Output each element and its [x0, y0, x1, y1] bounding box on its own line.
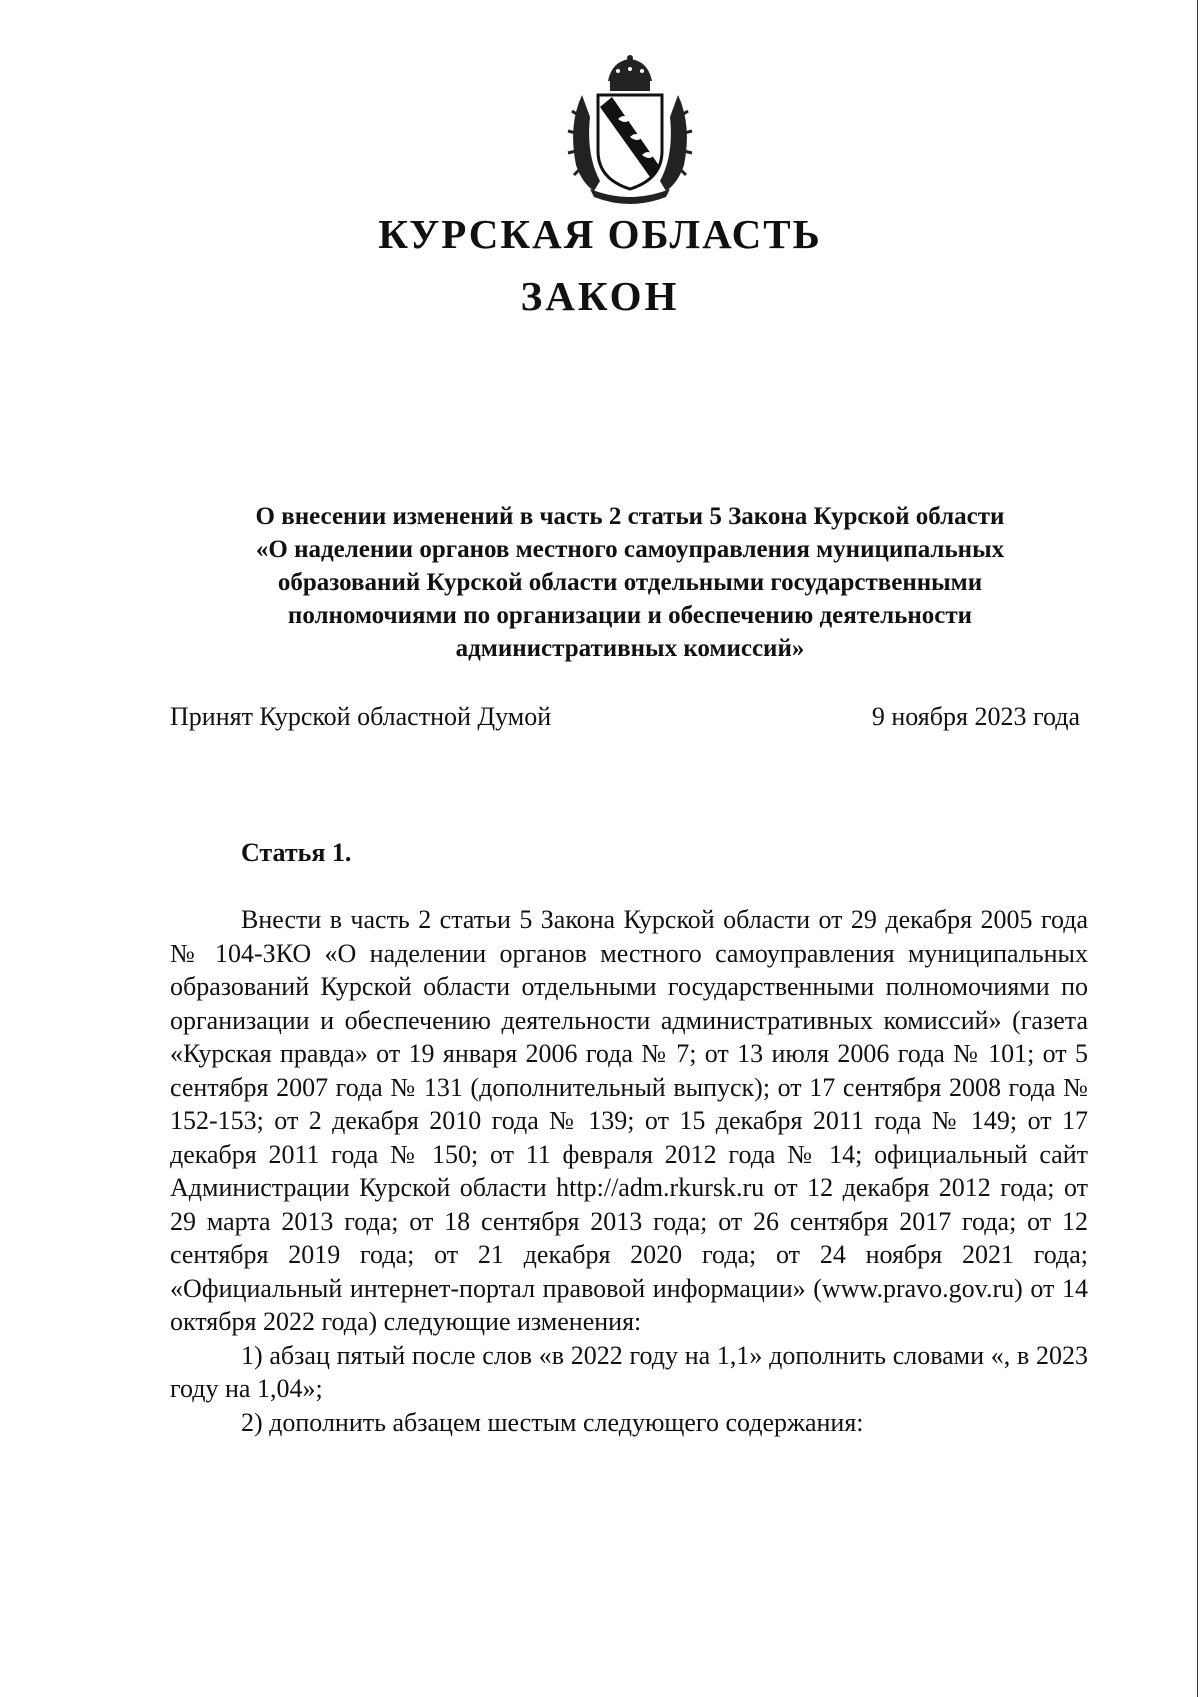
law-title-line: полномочиями по организации и обеспечению деятельности: [287, 602, 973, 629]
article-body: [170, 903, 1088, 1439]
article-paragraph: Внести в часть 2 статьи 5 Закона Курской области от 29 декабря 2005 года № 104-ЗКО «О наделении органов местного самоуправления муниципальных образований Курской области отдельными государственными полномочиями по организации и обеспечению деятельности административных комиссий» (газета «Курская правда» от 19 января 2006 года № 7; от 13 июля 2006 года № 101; от 5 сентября 2007 года № 131 (дополнительный выпуск); от 17 сентября 2008 года № 152-153; от 2 декабря 2010 года № 139; от 15 декабря 2011 года № 149; от 17 декабря 2011 года № 150; от 11 февраля 2012 года № 14; официальный сайт Администрации Курской области http://adm.rkursk.ru от 12 декабря 2012 года; от 29 марта 2013 года; от 18 сентября 2013 года; от 26 сентября 2017 года; от 12 сентября 2019 года; от 21 декабря 2020 года; от 24 ноября 2021 года; «Официальный интернет-портал правовой информации» (www.pravo.gov.ru) от 14 октября 2022 года) следующие изменения:: [170, 905, 1088, 1336]
law-title-line: О внесении изменений в часть 2 статьи 5 Закона Курской области: [255, 503, 1005, 530]
document-type-heading: ЗАКОН: [520, 273, 680, 319]
law-title-line: «О наделении органов местного самоуправления муниципальных: [255, 536, 1005, 563]
law-title-line: образований Курской области отдельными государственными: [277, 569, 983, 596]
article-heading: Статья 1.: [241, 838, 352, 867]
article-paragraph: 1) абзац пятый после слов «в 2022 году на 1,1» дополнить словами «, в 2023 году на 1,04»;: [170, 1340, 1088, 1403]
coat-of-arms-icon: [560, 55, 700, 205]
article-paragraph: 2) дополнить абзацем шестым следующего содержания:: [241, 1407, 864, 1437]
adoption-date: 9 ноября 2023 года: [871, 702, 1080, 731]
law-title: [170, 500, 1090, 665]
law-title-line: административных комиссий»: [455, 635, 805, 662]
region-heading: КУРСКАЯ ОБЛАСТЬ: [378, 211, 822, 257]
adopted-by-text: Принят Курской областной Думой: [170, 702, 552, 731]
